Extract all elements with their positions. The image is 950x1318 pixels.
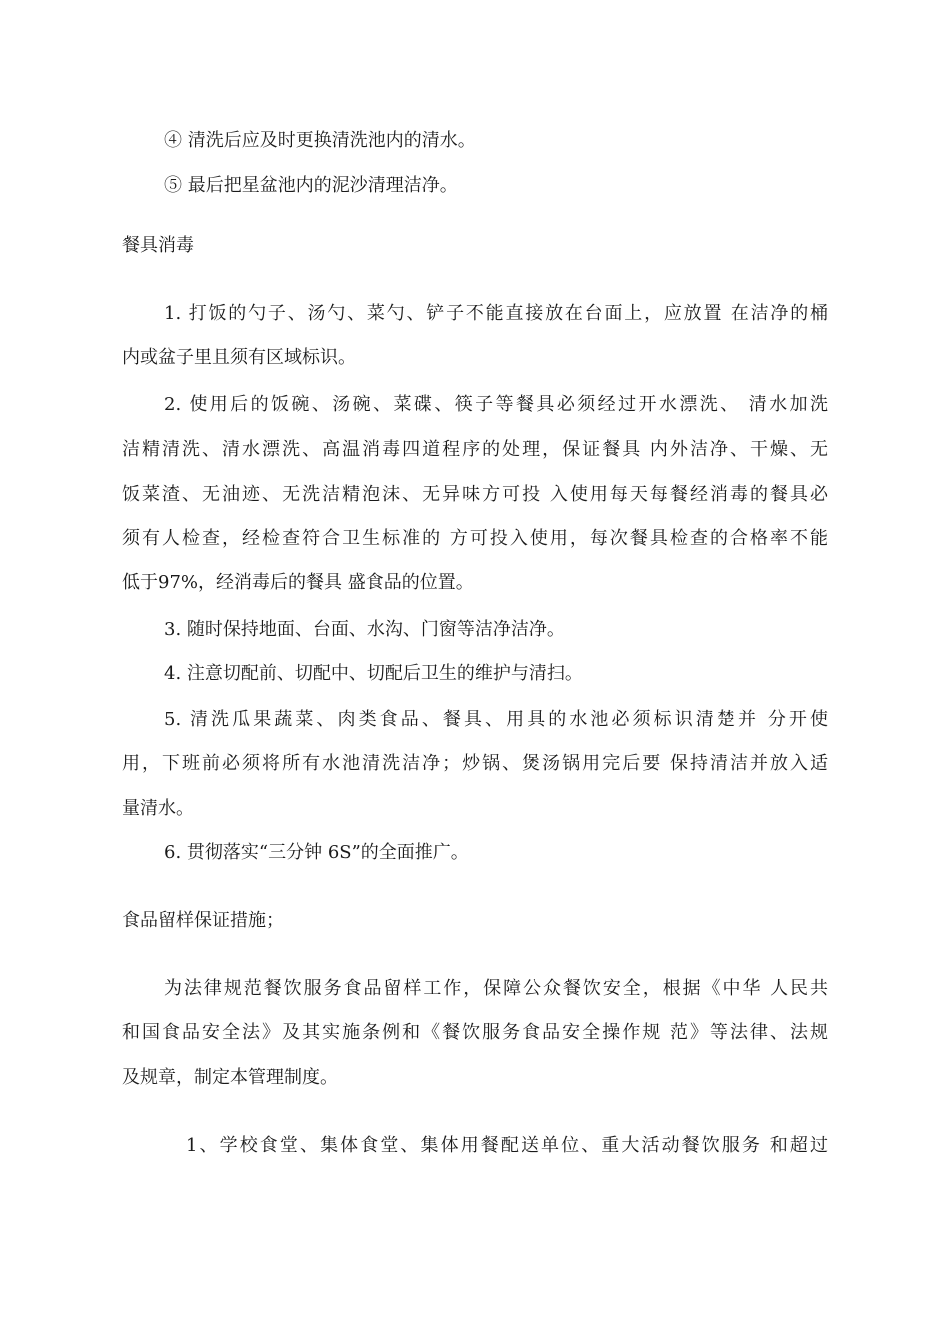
paragraph-line: 1、学校食堂、集体食堂、集体用餐配送单位、重大活动餐饮服务 和超过 xyxy=(186,1135,828,1156)
section-heading-food-sample-retention: 食品留样保证措施； xyxy=(122,910,284,931)
paragraph-line: 用，下班前必须将所有水池清洗洁净；炒锅、煲汤锅用完后要 保持清洁并放入适 xyxy=(122,753,828,774)
paragraph-line: 2. 使用后的饭碗、汤碗、菜碟、筷子等餐具必须经过开水漂洗、 清水加洗 xyxy=(164,394,828,415)
paragraph-line: 低于97%，经消毒后的餐具 盛食品的位置。 xyxy=(122,572,474,593)
paragraph-line: 1. 打饭的勺子、汤勺、菜勺、铲子不能直接放在台面上，应放置 在洁净的桶 xyxy=(164,303,828,324)
list-item-5: ⑤ 最后把星盆池内的泥沙清理洁净。 xyxy=(164,175,458,196)
section-heading-tableware-disinfection: 餐具消毒 xyxy=(122,235,194,256)
paragraph-line: 6. 贯彻落实“三分钟 6S”的全面推广。 xyxy=(164,842,469,863)
paragraph-line: 饭菜渣、无油迹、无洗洁精泡沫、无异味方可投 入使用每天每餐经消毒的餐具必 xyxy=(122,484,828,505)
paragraph-line: 4. 注意切配前、切配中、切配后卫生的维护与清扫。 xyxy=(164,663,583,684)
list-item-4: ④ 清洗后应及时更换清洗池内的清水。 xyxy=(164,130,476,151)
paragraph-line: 内或盆子里且须有区域标识。 xyxy=(122,347,356,368)
paragraph-line: 3. 随时保持地面、台面、水沟、门窗等洁净洁净。 xyxy=(164,619,565,640)
paragraph-line: 量清水。 xyxy=(122,798,194,819)
paragraph-line: 5. 清洗瓜果蔬菜、肉类食品、餐具、用具的水池必须标识清楚并 分开使 xyxy=(164,709,828,730)
paragraph-line: 和国食品安全法》及其实施条例和《餐饮服务食品安全操作规 范》等法律、法规 xyxy=(122,1022,828,1043)
paragraph-line: 及规章，制定本管理制度。 xyxy=(122,1067,338,1088)
paragraph-line: 须有人检查，经检查符合卫生标准的 方可投入使用，每次餐具检查的合格率不能 xyxy=(122,528,828,549)
paragraph-line: 为法律规范餐饮服务食品留样工作，保障公众餐饮安全，根据《中华 人民共 xyxy=(164,978,828,999)
paragraph-line: 洁精清洗、清水漂洗、高温消毒四道程序的处理，保证餐具 内外洁净、干燥、无 xyxy=(122,439,828,460)
